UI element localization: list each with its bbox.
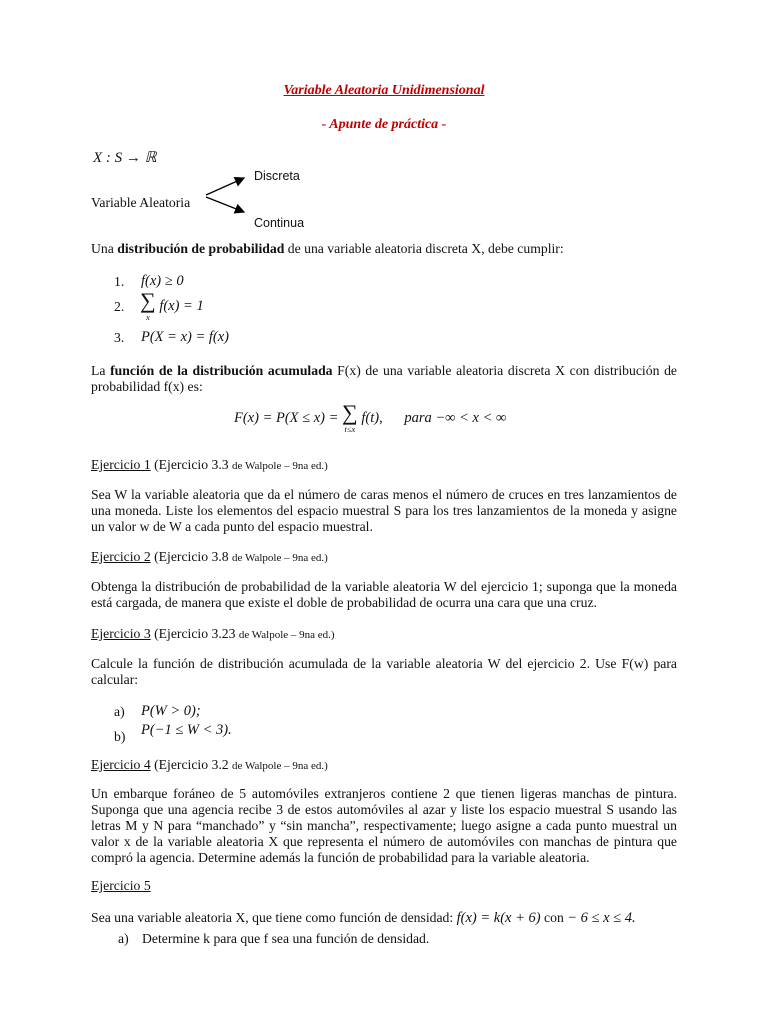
exercise-4-heading: Ejercicio 4 (Ejercicio 3.2 de Walpole – 9na ed.) <box>91 757 328 772</box>
distribution-intro: Una distribución de probabilidad de una variable aleatoria discreta X, debe cumplir: <box>91 241 564 256</box>
exercise-3-heading: Ejercicio 3 (Ejercicio 3.23 de Walpole – 9na ed.) <box>91 626 335 641</box>
exercise-5-text: Sea una variable aleatoria X, que tiene como función de densidad: f(x) = k(x + 6) con − 6 ≤ x ≤ 4. <box>91 910 636 926</box>
condition-2-formula: ∑ x f(x) = 1 <box>140 288 204 322</box>
cdf-summation-symbol: ∑ t≤x <box>342 400 358 434</box>
exercise-4-text: Un embarque foráneo de 5 automóviles extranjeros contiene 2 que tienen ligeras manchas de pintura. Suponga que una agencia recibe 3 de estos automóviles al azar y liste los espacio muestral S usando las letras M y N para “manchado” y “sin mancha”, respectivamente; luego asigne a cada punto muestral un valor x de la variable aleatoria X que representa el número de automóviles con manchas de pintura que compró la agencia. Determine además la función de probabilidad para la variable aleatoria. <box>91 786 677 865</box>
cdf-definition: La función de la distribución acumulada F(x) de una variable aleatoria discreta X con distribución de probabilidad f(x) es: <box>91 363 677 394</box>
exercise-3-item-b-formula: P(−1 ≤ W < 3). <box>141 722 232 738</box>
exercise-5-heading: Ejercicio 5 <box>91 878 151 893</box>
exercise-3-item-b-label: b) <box>114 729 126 744</box>
exercise-2-text: Obtenga la distribución de probabilidad de la variable aleatoria W del ejercicio 1; suponga que la moneda está cargada, de manera que existe el doble de probabilidad de ocurra una cara que una cruz. <box>91 579 677 610</box>
exercise-3-item-a-formula: P(W > 0); <box>141 703 201 719</box>
density-formula: f(x) = k(x + 6) <box>456 910 541 926</box>
exercise-2-heading: Ejercicio 2 (Ejercicio 3.8 de Walpole – 9na ed.) <box>91 549 328 564</box>
exercise-5-item-a-text: Determine k para que f sea una función de densidad. <box>142 931 430 946</box>
condition-3-formula: P(X = x) = f(x) <box>141 329 229 345</box>
branch-arrows <box>200 172 260 218</box>
summation-symbol: ∑ x <box>140 288 156 322</box>
condition-1-number: 1. <box>114 274 125 289</box>
mapping-formula: X : S → ℝ <box>93 150 157 166</box>
exercise-1-text: Sea W la variable aleatoria que da el número de caras menos el número de cruces en tres lanzamientos de una moneda. Liste los elementos del espacio muestral S para los tres lanzamientos de la moneda y asigne un valor w de W a cada punto del espacio muestral. <box>91 487 677 534</box>
density-domain: − 6 ≤ x ≤ 4. <box>567 910 636 926</box>
variable-label: Variable Aleatoria <box>91 195 191 210</box>
exercise-3-text: Calcule la función de distribución acumulada de la variable aleatoria W del ejercicio 2. Use F(w) para calcular: <box>91 656 677 687</box>
branch-discrete: Discreta <box>254 169 300 183</box>
cdf-formula: F(x) = P(X ≤ x) = ∑ t≤x f(t), para −∞ < x < ∞ <box>234 400 507 434</box>
document-subtitle: - Apunte de práctica - <box>321 117 447 132</box>
condition-1-formula: f(x) ≥ 0 <box>141 273 184 289</box>
exercise-1-heading: Ejercicio 1 (Ejercicio 3.3 de Walpole – 9na ed.) <box>91 457 328 472</box>
document-title: Variable Aleatoria Unidimensional <box>283 83 485 98</box>
branch-continuous: Continua <box>254 216 305 230</box>
condition-3-number: 3. <box>114 330 125 345</box>
exercise-5-item-a-label: a) <box>118 931 129 946</box>
condition-2-number: 2. <box>114 299 125 314</box>
arrow-up <box>206 178 244 195</box>
arrow-down <box>206 197 244 212</box>
exercise-3-item-a-label: a) <box>114 704 125 719</box>
